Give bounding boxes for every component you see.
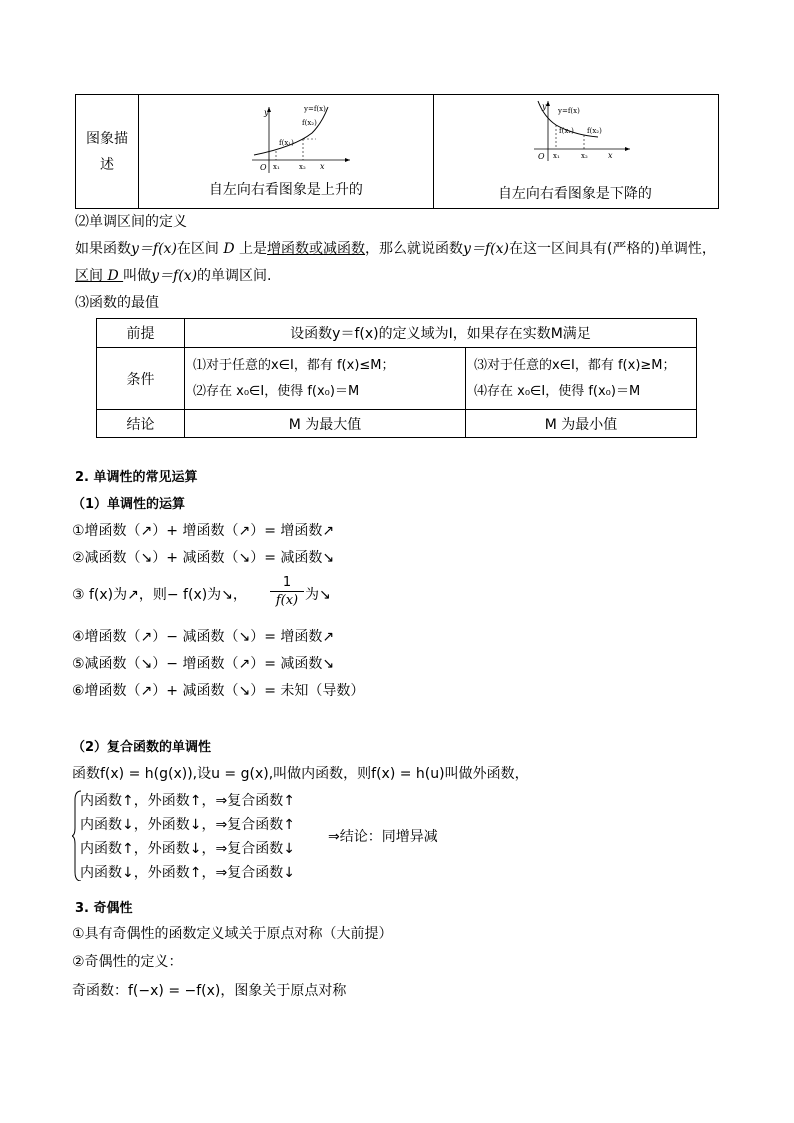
cases-conclusion: ⇒结论：同增异减 (328, 829, 438, 845)
fraction (270, 575, 304, 610)
conclusion-max: M 为最大值 (185, 410, 466, 438)
inc-f1-label: f(x₁) (278, 139, 294, 147)
dec-fn-label: y=f(x) (557, 107, 580, 115)
graph-description-table (75, 94, 719, 209)
section2-sub2: （2）复合函数的单调性 (72, 740, 212, 755)
inc-f2-label: f(x₂) (301, 119, 317, 127)
fraction-num: 1 (282, 575, 292, 590)
premise-label: 前提 (97, 319, 185, 348)
op-item-2: ②减函数（↘）+ 减函数（↘）= 减函数↘ (72, 550, 335, 566)
fraction-den: f(x) (275, 593, 299, 608)
section2-sub1: （1）单调性的运算 (72, 497, 186, 512)
inc-x-label: x (319, 162, 325, 171)
op-item-3: ③ f(x)为↗，则− f(x)为↘， (72, 587, 247, 603)
inc-x2-label: x₂ (298, 163, 306, 171)
op-item-6: ⑥增函数（↗）+ 减函数（↘）= 未知（导数） (72, 683, 365, 699)
parity-item-1: ①具有奇偶性的函数定义域关于原点对称（大前提） (72, 926, 393, 942)
row-label-cell (76, 95, 139, 209)
dec-x1-label: x₁ (552, 152, 560, 160)
case-4: 内函数↓，外函数↑，⇒复合函数↓ (80, 865, 295, 881)
op-item-1: ①增函数（↗）+ 增函数（↗）= 增函数↗ (72, 523, 335, 539)
composite-def: 函数f(x) = h(g(x)),设u = g(x),叫做内函数，则f(x) = h(u)叫做外函数， (72, 766, 529, 782)
condition-left: ⑴对于任意的x∈I，都有 f(x)≤M； ⑵存在 x₀∈I，使得 f(x₀)＝M (185, 348, 466, 410)
decreasing-graph (526, 99, 636, 171)
condition-right: ⑶对于任意的x∈I，都有 f(x)≥M； ⑷存在 x₀∈I，使得 f(x₀)＝M (466, 348, 697, 410)
fraction-after: 为↘ (305, 587, 331, 603)
dec-o-label: O (537, 152, 545, 161)
case-3: 内函数↑，外函数↓，⇒复合函数↓ (80, 841, 295, 857)
section3-heading: 3. 奇偶性 (75, 901, 133, 916)
interval-def-line1: 如果函数y＝f(x)在区间 D 上是增函数或减函数，那么就说函数y＝f(x)在这一区间具有(严格的)单调性， (75, 241, 716, 257)
interval-def-line2: 区间 D 叫做y＝f(x)的单调区间. (75, 268, 272, 284)
extremum-table (96, 318, 697, 438)
inc-o-label: O (259, 163, 267, 172)
max-heading: ⑶函数的最值 (75, 295, 159, 311)
dec-y-label: y (541, 102, 547, 111)
parity-item-2: ②奇偶性的定义： (72, 954, 183, 970)
interval-heading: ⑵单调区间的定义 (75, 214, 187, 230)
section2-heading: 2. 单调性的常见运算 (75, 470, 198, 485)
increasing-graph (244, 103, 354, 175)
condition-label: 条件 (97, 348, 185, 410)
dec-f1-label: f(x₁) (558, 127, 574, 135)
premise-content: 设函数y＝f(x)的定义域为I，如果存在实数M满足 (185, 319, 697, 348)
inc-fn-label: y=f(x) (303, 105, 326, 113)
conclusion-min: M 为最小值 (466, 410, 697, 438)
increasing-term: 增函数 (267, 241, 310, 257)
inc-y-label: y (263, 108, 269, 117)
decreasing-caption: 自左向右看图象是下降的 (497, 186, 652, 202)
decreasing-term: 减函数 (323, 241, 366, 257)
increasing-caption: 自左向右看图象是上升的 (208, 182, 363, 198)
decreasing-cell (433, 95, 718, 209)
odd-function-line: 奇函数：f(−x) = −f(x)，图象关于原点对称 (72, 983, 347, 999)
conclusion-label: 结论 (97, 410, 185, 438)
dec-x2-label: x₂ (580, 152, 588, 160)
dec-x-label: x (607, 151, 613, 160)
dec-f2-label: f(x₂) (586, 127, 602, 135)
op-item-5: ⑤减函数（↘）− 增函数（↗）= 减函数↘ (72, 656, 335, 672)
inc-x1-label: x₁ (272, 163, 280, 171)
increasing-cell (138, 95, 433, 209)
case-2: 内函数↓，外函数↓，⇒复合函数↑ (80, 817, 295, 833)
op-item-4: ④增函数（↗）− 减函数（↘）= 增函数↗ (72, 629, 335, 645)
row-label: 图象描 述 (85, 130, 128, 173)
case-1: 内函数↑，外函数↑，⇒复合函数↑ (80, 793, 295, 809)
